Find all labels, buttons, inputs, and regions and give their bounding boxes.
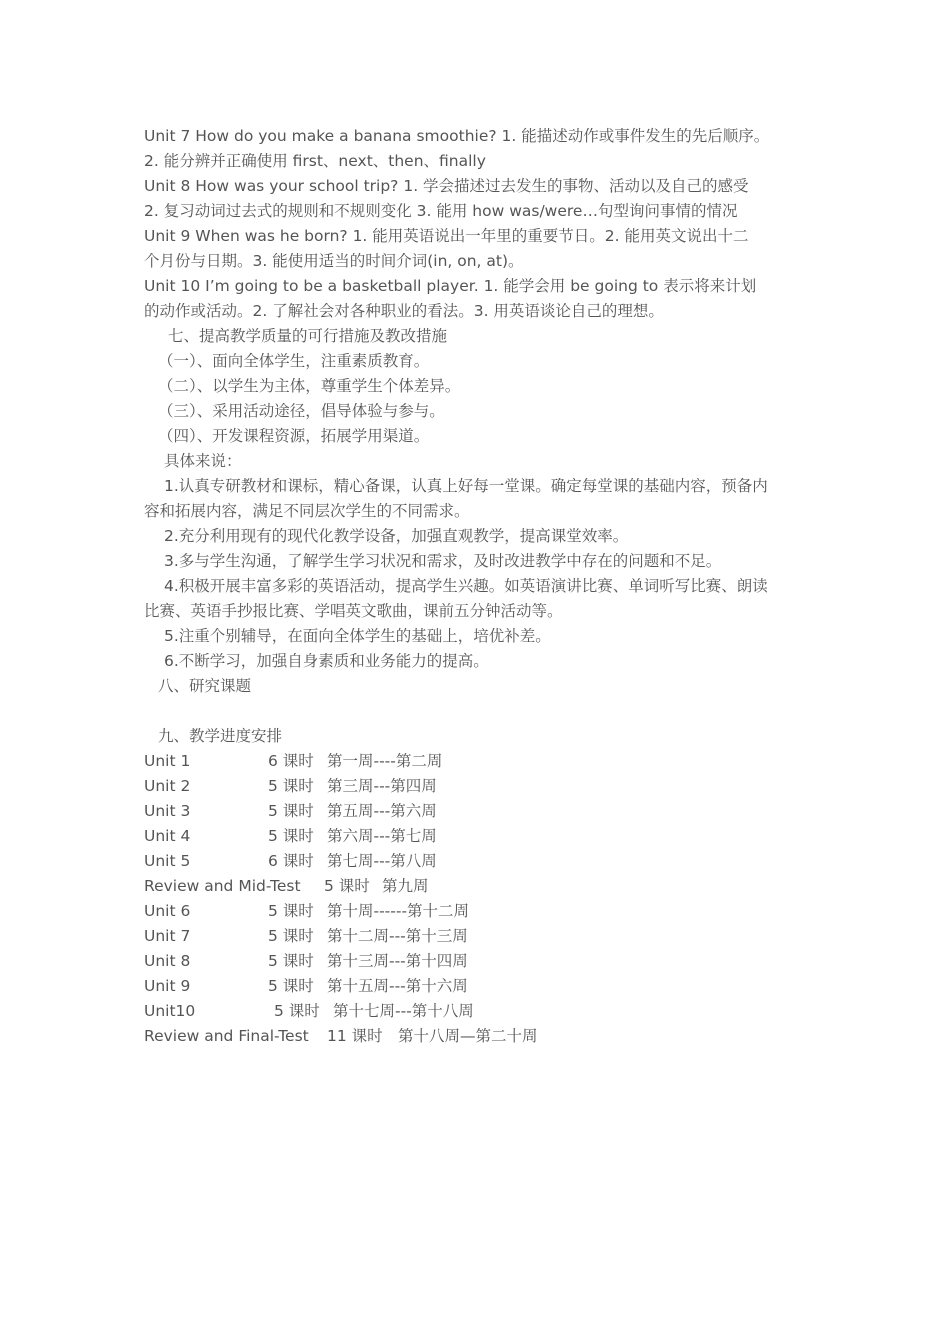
section-8-heading: 八、研究课题 [158,677,252,695]
schedule-weeks: 第九周 [382,877,429,895]
schedule-weeks: 第三周---第四周 [327,777,437,795]
unit-8-objectives: Unit 8 How was your school trip? 1. 学会描述过去发生的事物、活动以及自己的感受 [144,177,749,195]
schedule-unit: Unit 9 [144,977,191,995]
schedule-hours: 5 课时 [324,877,370,895]
schedule-unit: Review and Final-Test [144,1027,309,1045]
principle-4: （四）、开发课程资源，拓展学用渠道。 [158,427,430,445]
schedule-unit: Unit10 [144,1002,196,1020]
schedule-unit: Unit 1 [144,752,191,770]
schedule-unit: Review and Mid-Test [144,877,301,895]
schedule-weeks: 第六周---第七周 [327,827,437,845]
schedule-hours: 5 课时 [268,827,314,845]
schedule-weeks: 第十周------第十二周 [327,902,470,920]
schedule-weeks: 第七周---第八周 [327,852,437,870]
measure-3: 3.多与学生沟通，了解学生学习状况和需求，及时改进教学中存在的问题和不足。 [164,552,722,570]
measure-4-cont: 比赛、英语手抄报比赛、学唱英文歌曲，课前五分钟活动等。 [144,602,563,620]
unit-9-objectives-cont: 个月份与日期。3. 能使用适当的时间介词(in, on, at)。 [144,252,524,270]
schedule-unit: Unit 6 [144,902,191,920]
unit-7-objectives: Unit 7 How do you make a banana smoothie? 1. 能描述动作或事件发生的先后顺序。 [144,127,770,145]
schedule-hours: 5 课时 [268,902,314,920]
schedule-hours: 5 课时 [268,802,314,820]
principle-2: （二）、以学生为主体，尊重学生个体差异。 [158,377,461,395]
schedule-hours: 6 课时 [268,852,314,870]
schedule-unit: Unit 5 [144,852,191,870]
unit-8-objectives-cont: 2. 复习动词过去式的规则和不规则变化 3. 能用 how was/were…句型询问事情的情况 [144,202,738,220]
unit-7-objectives-cont: 2. 能分辨并正确使用 first、next、then、finally [144,152,486,170]
schedule-unit: Unit 3 [144,802,191,820]
measure-1-cont: 容和拓展内容，满足不同层次学生的不同需求。 [144,502,470,520]
schedule-weeks: 第五周---第六周 [327,802,437,820]
schedule-hours: 5 课时 [268,952,314,970]
measure-4: 4.积极开展丰富多彩的英语活动，提高学生兴趣。如英语演讲比赛、单词听写比赛、朗读 [164,577,768,595]
schedule-hours: 5 课时 [268,977,314,995]
specifics-intro: 具体来说： [164,452,242,470]
schedule-weeks: 第十五周---第十六周 [327,977,468,995]
unit-10-objectives: Unit 10 I’m going to be a basketball player. 1. 能学会用 be going to 表示将来计划 [144,277,757,295]
measure-6: 6.不断学习，加强自身素质和业务能力的提高。 [164,652,489,670]
schedule-unit: Unit 8 [144,952,191,970]
unit-9-objectives: Unit 9 When was he born? 1. 能用英语说出一年里的重要节日。2. 能用英文说出十二 [144,227,749,245]
schedule-weeks: 第十二周---第十三周 [327,927,468,945]
schedule-weeks: 第十三周---第十四周 [327,952,468,970]
schedule-weeks: 第十八周—第二十周 [398,1027,538,1045]
schedule-hours: 5 课时 [268,777,314,795]
schedule-unit: Unit 7 [144,927,191,945]
section-9-heading: 九、教学进度安排 [158,727,283,745]
measure-2: 2.充分利用现有的现代化教学设备，加强直观教学，提高课堂效率。 [164,527,629,545]
measure-5: 5.注重个别辅导，在面向全体学生的基础上，培优补差。 [164,627,551,645]
schedule-hours: 5 课时 [274,1002,320,1020]
unit-10-objectives-cont: 的动作或活动。2. 了解社会对各种职业的看法。3. 用英语谈论自己的理想。 [144,302,664,320]
schedule-hours: 6 课时 [268,752,314,770]
schedule-unit: Unit 4 [144,827,191,845]
section-7-heading: 七、提高教学质量的可行措施及教改措施 [168,327,448,345]
schedule-hours: 5 课时 [268,927,314,945]
schedule-weeks: 第一周----第二周 [327,752,443,770]
schedule-unit: Unit 2 [144,777,191,795]
schedule-weeks: 第十七周---第十八周 [333,1002,474,1020]
principle-3: （三）、采用活动途径，倡导体验与参与。 [158,402,445,420]
measure-1: 1.认真专研教材和课标，精心备课，认真上好每一堂课。确定每堂课的基础内容，预备内 [164,477,768,495]
schedule-hours: 11 课时 [327,1027,383,1045]
principle-1: （一）、面向全体学生，注重素质教育。 [158,352,430,370]
